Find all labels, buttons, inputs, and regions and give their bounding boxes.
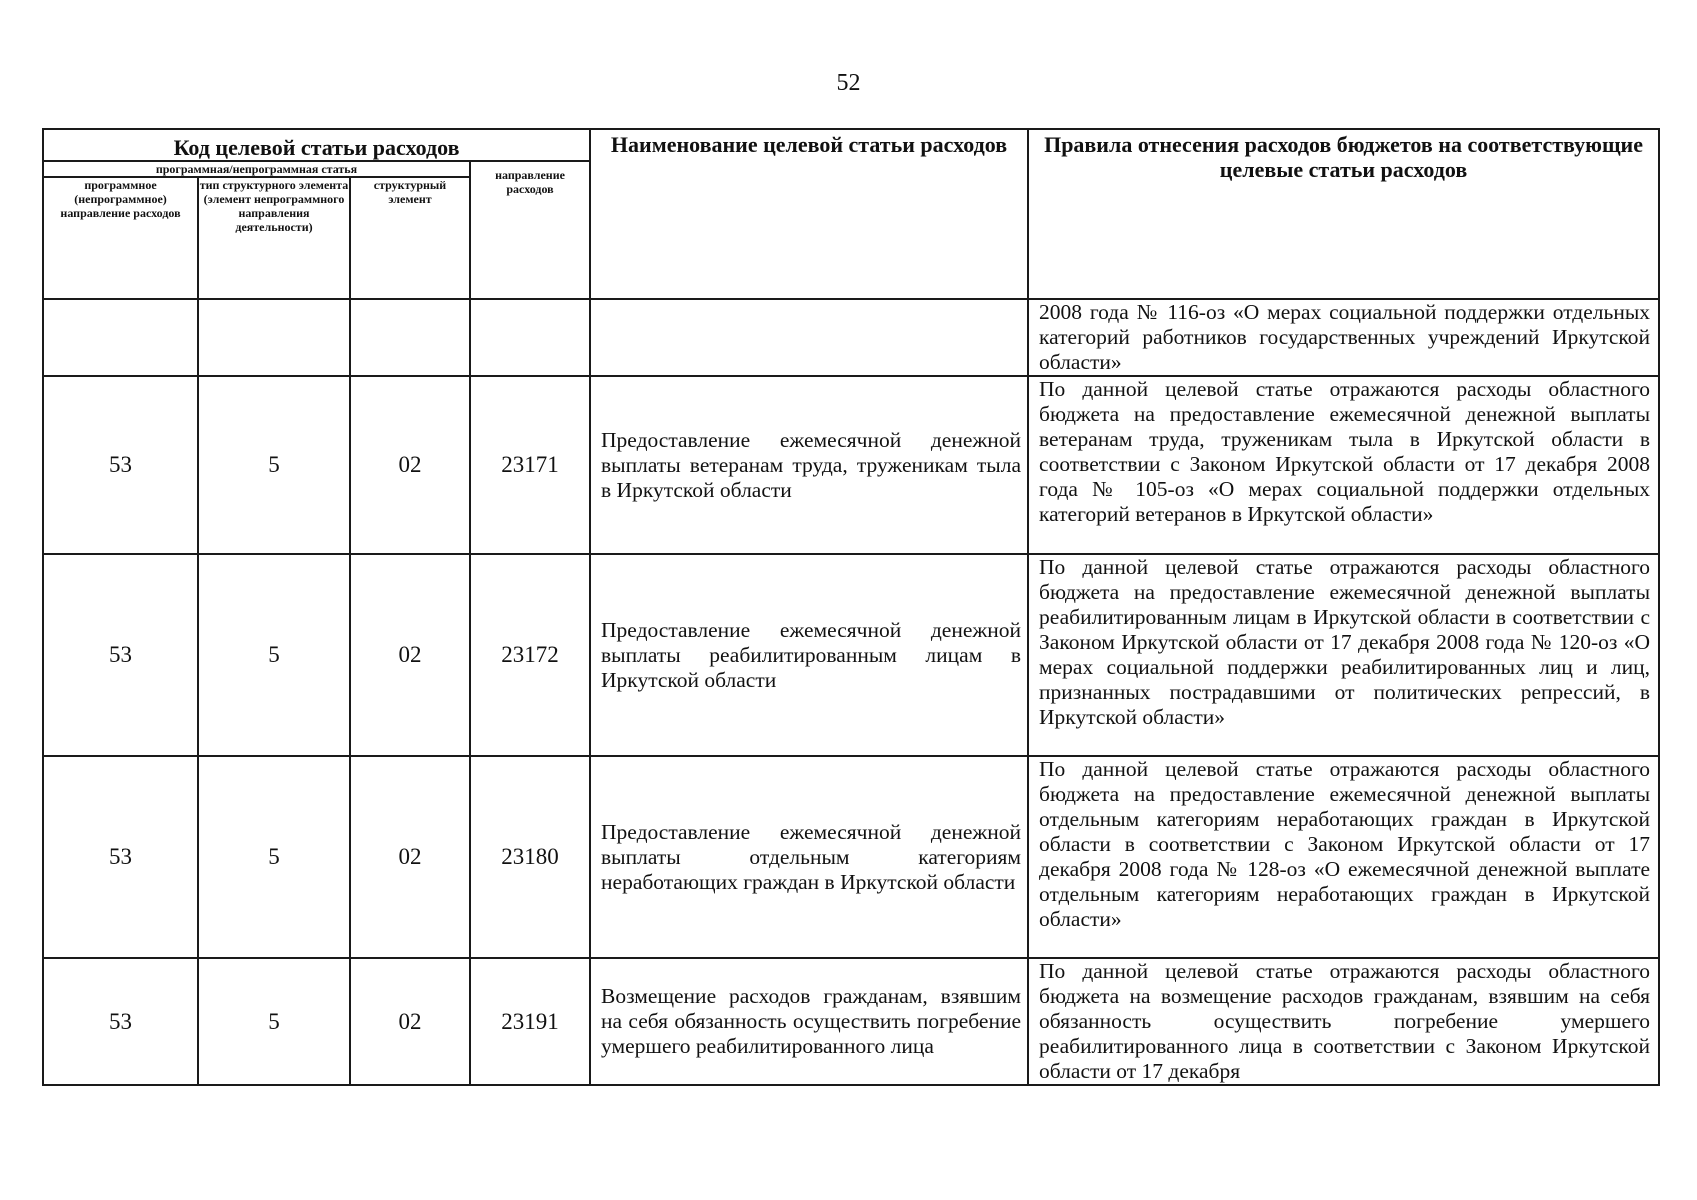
direction-cell: 23180	[470, 756, 590, 958]
code-group-header: Код целевой статьи расходов	[43, 129, 590, 161]
table-row	[43, 554, 1659, 756]
direction-cell: 23191	[470, 958, 590, 1085]
rules-cell: 2008 года № 116-оз «О мерах социальной поддержки отдельных категорий работников государственных учреждений Иркутской области»	[1028, 299, 1659, 376]
name-column-header: Наименование целевой статьи расходов	[590, 129, 1028, 299]
program-cell: 53	[43, 554, 198, 756]
element-cell: 02	[350, 958, 470, 1085]
name-cell	[590, 299, 1028, 376]
element-cell	[350, 299, 470, 376]
direction-cell	[470, 299, 590, 376]
program-group-header: программная/непрограммная статья	[43, 161, 470, 177]
direction-cell: 23172	[470, 554, 590, 756]
element-cell: 02	[350, 376, 470, 554]
type-cell	[198, 299, 350, 376]
element-cell: 02	[350, 554, 470, 756]
type-cell: 5	[198, 554, 350, 756]
program-cell	[43, 299, 198, 376]
program-cell: 53	[43, 756, 198, 958]
name-cell: Предоставление ежемесячной денежной выплаты реабилитированным лицам в Иркутской области	[590, 554, 1028, 756]
rules-column-header: Правила отнесения расходов бюджетов на соответствующие целевые статьи расходов	[1028, 129, 1659, 299]
program-column-header: программное (непрограммное) направление расходов	[43, 177, 198, 299]
element-cell: 02	[350, 756, 470, 958]
target-expense-table	[42, 128, 1660, 1086]
rules-cell: По данной целевой статье отражаются расходы областного бюджета на возмещение расходов гражданам, взявшим на себя обязанность осуществить погребение умершего реабилитированного лица в соответствии с Законом Иркутской области от 17 декабря	[1028, 958, 1659, 1085]
name-cell: Возмещение расходов гражданам, взявшим на себя обязанность осуществить погребение умершего реабилитированного лица	[590, 958, 1028, 1085]
element-column-header: структурный элемент	[350, 177, 470, 299]
table-row	[43, 376, 1659, 554]
rules-cell: По данной целевой статье отражаются расходы областного бюджета на предоставление ежемесячной денежной выплаты ветеранам труда, труженикам тыла в Иркутской области в соответствии с Законом Иркутской области от 17 декабря 2008 года № 105-оз «О мерах социальной поддержки отдельных категорий ветеранов в Иркутской области»	[1028, 376, 1659, 554]
page-number: 52	[836, 70, 861, 96]
table-row	[43, 756, 1659, 958]
rules-cell: По данной целевой статье отражаются расходы областного бюджета на предоставление ежемесячной денежной выплаты отдельным категориям неработающих граждан в Иркутской области в соответствии с Законом Иркутской области от 17 декабря 2008 года № 128-оз «О ежемесячной денежной выплате отдельным категориям неработающих граждан в Иркутской области»	[1028, 756, 1659, 958]
type-column-header: тип структурного элемента (элемент непрограммного направления деятельности)	[198, 177, 350, 299]
program-cell: 53	[43, 958, 198, 1085]
direction-column-header: направление расходов	[470, 161, 590, 299]
name-cell: Предоставление ежемесячной денежной выплаты ветеранам труда, труженикам тыла в Иркутской области	[590, 376, 1028, 554]
table-row	[43, 299, 1659, 376]
type-cell: 5	[198, 958, 350, 1085]
direction-cell: 23171	[470, 376, 590, 554]
type-cell: 5	[198, 756, 350, 958]
table-row	[43, 958, 1659, 1085]
name-cell: Предоставление ежемесячной денежной выплаты отдельным категориям неработающих граждан в Иркутской области	[590, 756, 1028, 958]
rules-cell: По данной целевой статье отражаются расходы областного бюджета на предоставление ежемесячной денежной выплаты реабилитированным лицам в Иркутской области в соответствии с Законом Иркутской области от 17 декабря 2008 года № 120-оз «О мерах социальной поддержки реабилитированных лиц и лиц, признанных пострадавшими от политических репрессий, в Иркутской области»	[1028, 554, 1659, 756]
type-cell: 5	[198, 376, 350, 554]
program-cell: 53	[43, 376, 198, 554]
